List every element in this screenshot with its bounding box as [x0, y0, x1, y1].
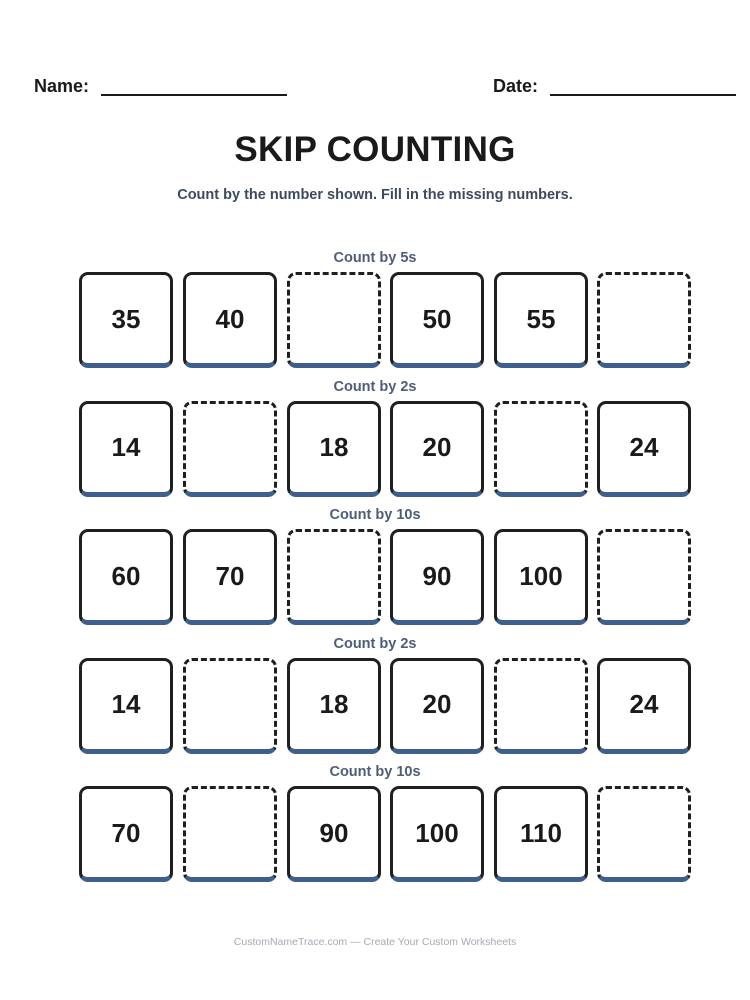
blank-answer-box[interactable]: [597, 786, 691, 882]
blank-answer-box[interactable]: [287, 529, 381, 625]
blank-answer-box[interactable]: [494, 401, 588, 497]
number-box: 20: [390, 658, 484, 754]
blank-answer-box[interactable]: [183, 786, 277, 882]
number-box: 90: [287, 786, 381, 882]
section-count-row: [0, 249, 750, 334]
number-box: 50: [390, 272, 484, 368]
number-box: 40: [183, 272, 277, 368]
number-box: 70: [79, 786, 173, 882]
section-label: Count by 10s: [329, 764, 421, 780]
section-count-row: [0, 378, 750, 462]
number-box: 110: [494, 786, 588, 882]
number-box: 70: [183, 529, 277, 625]
number-box: 14: [79, 401, 173, 497]
number-row: [79, 658, 691, 754]
number-box: 24: [597, 658, 691, 754]
blank-answer-box[interactable]: [287, 272, 381, 368]
section-label: Count by 10s: [329, 507, 421, 523]
section-label: Count by 2s: [333, 378, 417, 395]
section-count-row: [0, 506, 750, 591]
instructions: Count by the number shown. Fill in the missing numbers.: [177, 187, 573, 203]
number-box: 14: [79, 658, 173, 754]
number-box: 18: [287, 401, 381, 497]
name-line[interactable]: [101, 80, 287, 96]
number-box: 20: [390, 401, 484, 497]
footer-text: CustomNameTrace.com — Create Your Custom Worksheets: [233, 936, 517, 948]
page-title: SKIP COUNTING: [234, 130, 516, 169]
number-box: 60: [79, 529, 173, 625]
blank-answer-box[interactable]: [597, 529, 691, 625]
blank-answer-box[interactable]: [494, 658, 588, 754]
section-label: Count by 2s: [333, 635, 417, 652]
number-box: 90: [390, 529, 484, 625]
blank-answer-box[interactable]: [597, 272, 691, 368]
name-field[interactable]: [34, 76, 287, 96]
date-field[interactable]: [493, 76, 736, 96]
name-label: Name:: [34, 76, 90, 96]
date-label: Date:: [493, 76, 539, 96]
section-count-row: [0, 763, 750, 848]
date-line[interactable]: [550, 80, 736, 96]
section-label: Count by 5s: [333, 250, 417, 266]
section-count-row: [0, 635, 750, 719]
number-row: [79, 529, 691, 625]
number-box: 35: [79, 272, 173, 368]
number-box: 18: [287, 658, 381, 754]
number-box: 55: [494, 272, 588, 368]
number-box: 100: [494, 529, 588, 625]
blank-answer-box[interactable]: [183, 401, 277, 497]
number-box: 100: [390, 786, 484, 882]
number-row: [79, 786, 691, 882]
number-row: [79, 401, 691, 497]
blank-answer-box[interactable]: [183, 658, 277, 754]
number-box: 24: [597, 401, 691, 497]
number-row: [79, 272, 691, 368]
